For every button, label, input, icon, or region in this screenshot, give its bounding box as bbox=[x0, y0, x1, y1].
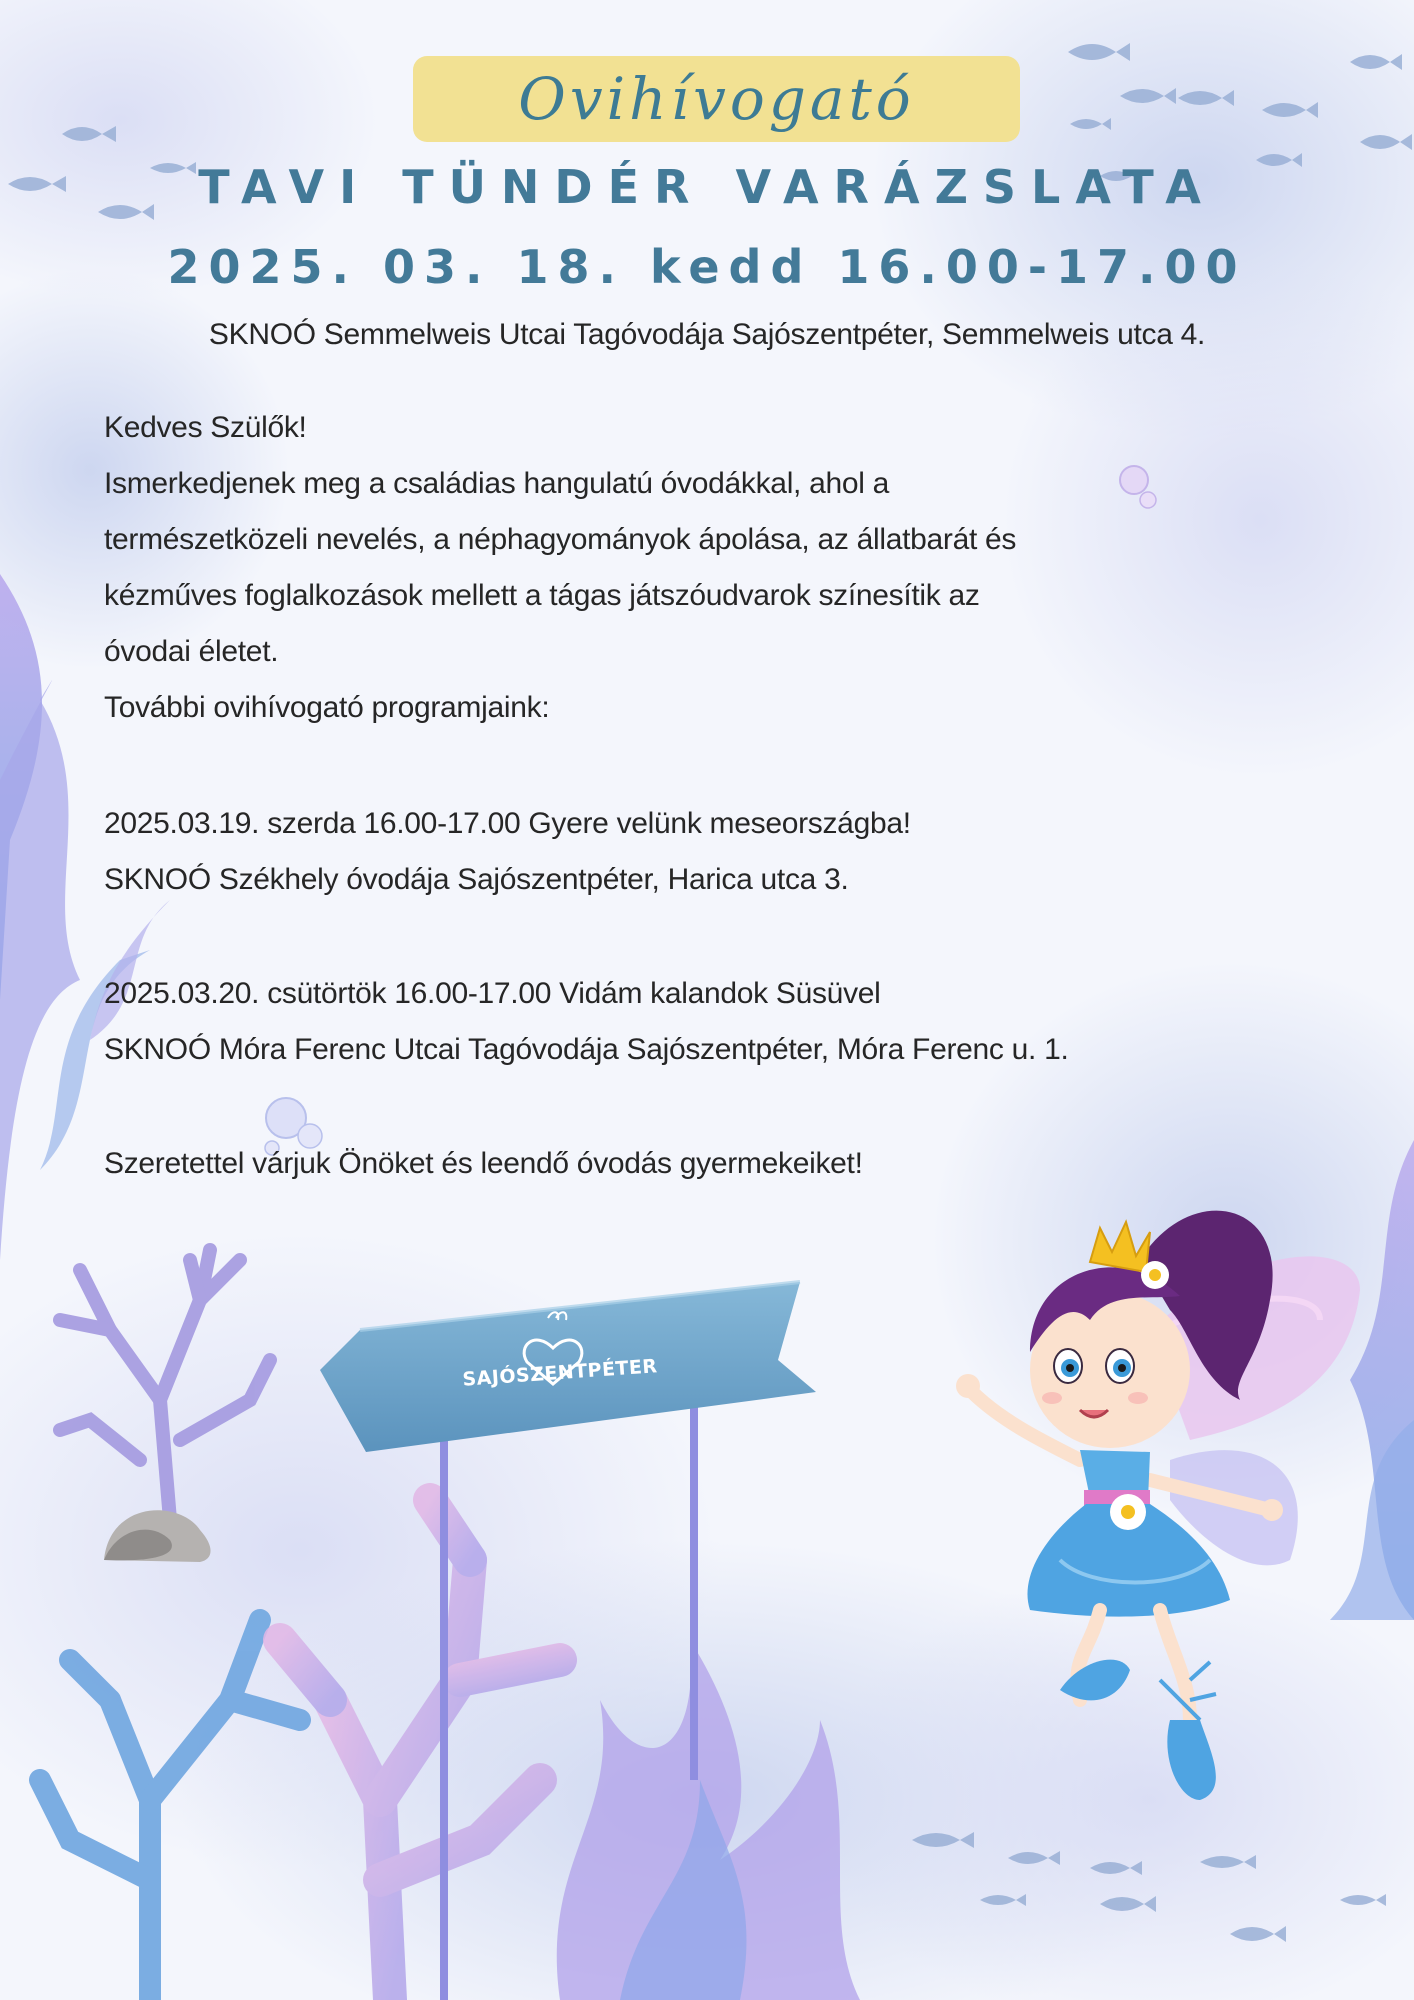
intro-line: kézműves foglalkozások mellett a tágas játszóudvarok színesítik az bbox=[104, 579, 980, 612]
event-subtitle: TAVI TÜNDÉR VARÁZSLATA bbox=[198, 160, 1216, 214]
program-date-title: 2025.03.19. szerda 16.00-17.00 Gyere velünk meseországba! bbox=[104, 807, 911, 840]
program-date-title: 2025.03.20. csütörtök 16.00-17.00 Vidám kalandok Süsüvel bbox=[104, 977, 881, 1010]
intro-line: Ismerkedjenek meg a családias hangulatú óvodákkal, ahol a bbox=[104, 467, 890, 500]
intro-section bbox=[104, 400, 1334, 736]
event-address: SKNOÓ Semmelweis Utcai Tagóvodája Sajószentpéter, Semmelweis utca 4. bbox=[208, 318, 1206, 351]
page-title: Ovihívogató bbox=[518, 65, 915, 133]
event-date: 2025. 03. 18. kedd 16.00-17.00 bbox=[167, 240, 1247, 294]
program-location: SKNOÓ Székhely óvodája Sajószentpéter, Harica utca 3. bbox=[104, 863, 849, 896]
title-banner bbox=[413, 56, 1020, 142]
program-location: SKNOÓ Móra Ferenc Utcai Tagóvodája Sajószentpéter, Móra Ferenc u. 1. bbox=[104, 1033, 1069, 1066]
closing-line: Szeretettel várjuk Önöket és leendő óvodás gyermekeiket! bbox=[104, 1147, 863, 1180]
greeting: Kedves Szülők! bbox=[104, 411, 307, 444]
programs-heading: További ovihívogató programjaink: bbox=[104, 691, 550, 724]
program-item bbox=[104, 796, 1334, 908]
intro-line: természetközeli nevelés, a néphagyományok ápolása, az állatbarát és bbox=[104, 523, 1017, 556]
sign-logo-text: SAJÓSZENTPÉTER bbox=[461, 1355, 659, 1391]
closing-section bbox=[104, 1136, 1334, 1192]
program-item bbox=[104, 966, 1334, 1078]
intro-line: óvodai életet. bbox=[104, 635, 279, 668]
